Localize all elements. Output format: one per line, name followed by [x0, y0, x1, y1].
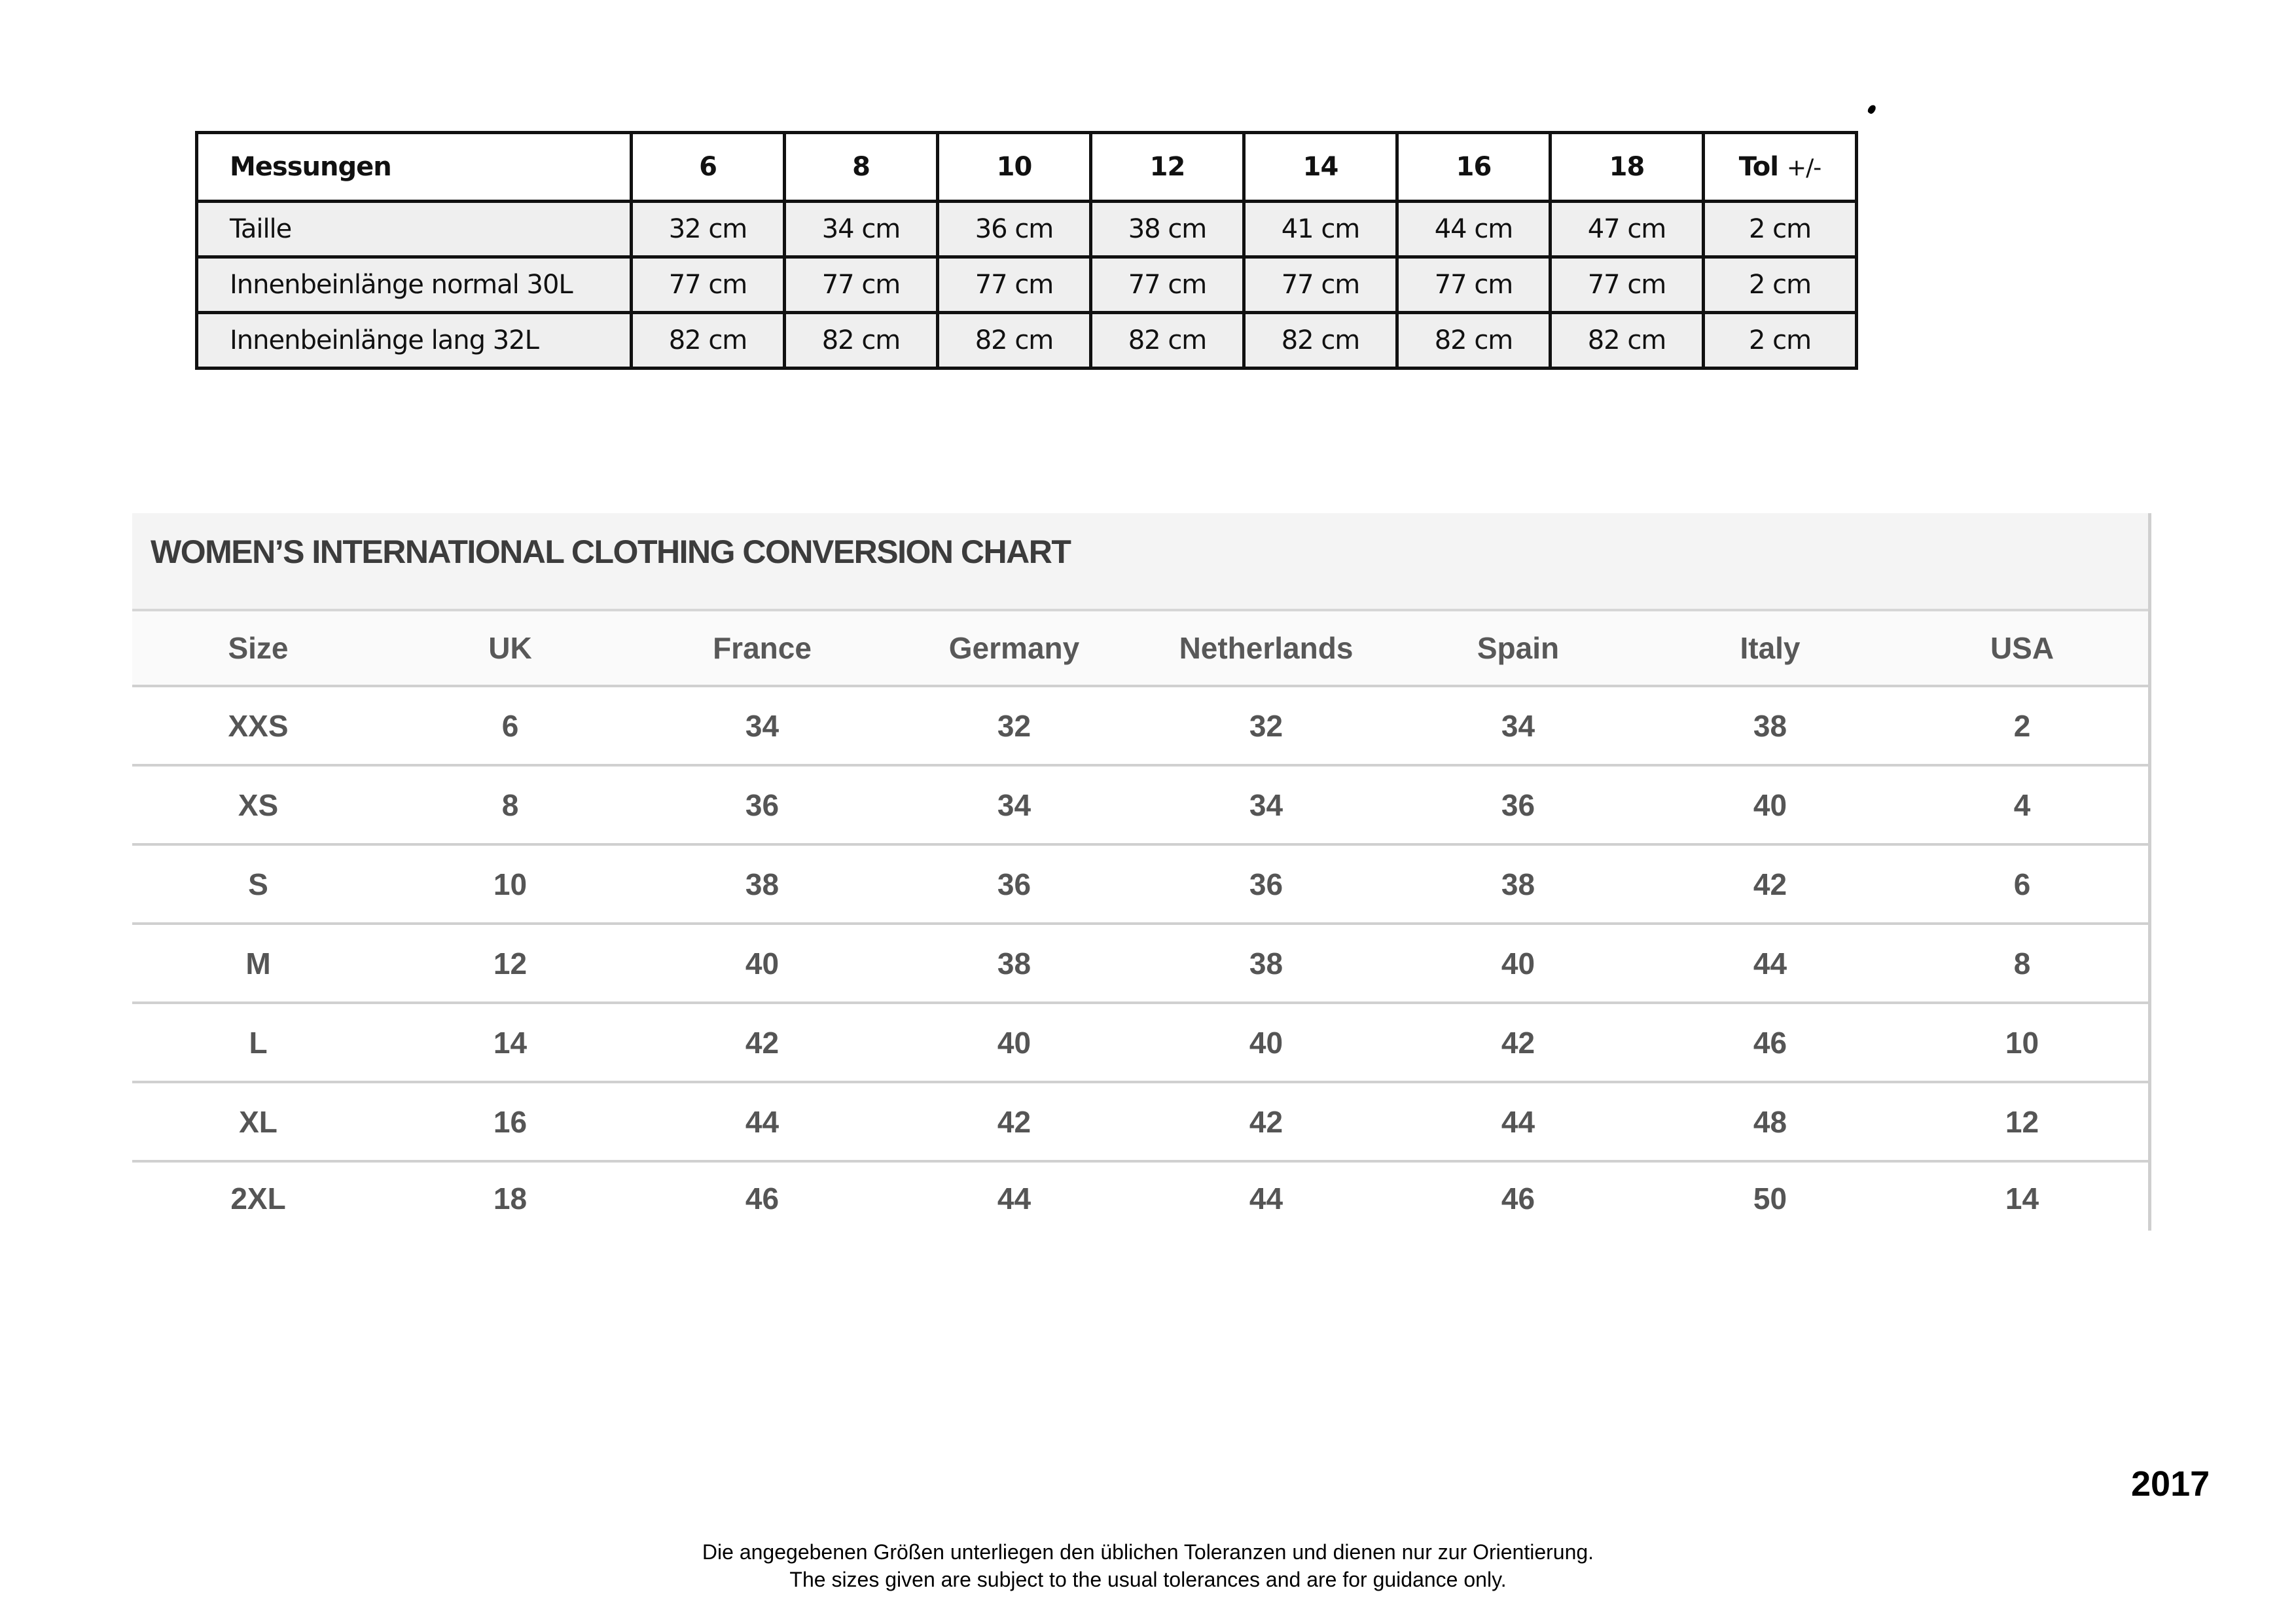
measurements-header-row [197, 133, 1857, 202]
table-cell: 82 cm [938, 313, 1091, 369]
table-cell: 46 [1501, 1182, 1535, 1216]
size-row [132, 1161, 2148, 1235]
table-cell: 82 cm [1397, 313, 1551, 369]
column-header: USA [1896, 611, 2148, 686]
year-label: 2017 [2131, 1464, 2210, 1504]
table-cell: 12 [384, 924, 636, 1003]
table-cell: 34 [888, 765, 1140, 844]
header-cell: 6 [632, 133, 785, 202]
column-header: Germany [888, 611, 1140, 686]
row-label-cell: XXS [132, 686, 384, 765]
row-label-cell: L [132, 1003, 384, 1082]
table-cell: 82 cm [785, 313, 938, 369]
table-cell: 40 [888, 1003, 1140, 1082]
table-cell: 12 [1896, 1082, 2148, 1161]
table-cell: 82 cm [1244, 313, 1397, 369]
table-cell: 40 [1140, 1003, 1392, 1082]
table-cell: 46 [745, 1182, 780, 1216]
footnote [0, 1538, 2296, 1593]
table-cell: 42 [888, 1082, 1140, 1161]
table-cell: 2 cm [1704, 257, 1857, 313]
table-cell: 2 [1896, 686, 2148, 765]
header-cell: 18 [1551, 133, 1704, 202]
table-cell: 82 cm [632, 313, 785, 369]
table-cell: 41 cm [1244, 202, 1397, 257]
table-cell: 8 [384, 765, 636, 844]
measurements-table [195, 131, 1858, 370]
column-header: Size [132, 611, 384, 686]
table-cell: 18 [493, 1182, 528, 1216]
table-cell: 14 [2005, 1182, 2039, 1216]
column-header: Netherlands [1140, 611, 1392, 686]
table-cell: 34 [636, 686, 888, 765]
conversion-header-row [132, 611, 2148, 686]
table-cell: 40 [636, 924, 888, 1003]
table-cell: 32 [1140, 686, 1392, 765]
column-header: Italy [1644, 611, 1896, 686]
table-cell: 34 cm [785, 202, 938, 257]
table-cell: 44 [997, 1182, 1031, 1216]
table-cell: 10 [384, 844, 636, 924]
table-cell: 4 [1896, 765, 2148, 844]
table-cell: 44 cm [1397, 202, 1551, 257]
table-cell: 38 cm [1091, 202, 1244, 257]
table-cell: 77 cm [938, 257, 1091, 313]
header-cell: 14 [1244, 133, 1397, 202]
conversion-chart-panel [132, 513, 2151, 1231]
conversion-chart-title: WOMEN’S INTERNATIONAL CLOTHING CONVERSION CHART [151, 533, 1071, 570]
size-row [132, 924, 2148, 1003]
table-cell: 36 [888, 844, 1140, 924]
table-cell: 36 cm [938, 202, 1091, 257]
header-cell: 10 [938, 133, 1091, 202]
header-cell: 12 [1091, 133, 1244, 202]
table-cell: 42 [1392, 1003, 1644, 1082]
table-cell: 38 [1644, 686, 1896, 765]
table-cell: 44 [1392, 1082, 1644, 1161]
tolerance-header-sub: +/- [1786, 154, 1821, 181]
table-cell: 32 cm [632, 202, 785, 257]
table-cell: 44 [1644, 924, 1896, 1003]
header-cell: 8 [785, 133, 938, 202]
table-cell: 2 cm [1704, 313, 1857, 369]
row-label-cell: Innenbeinlänge normal 30L [197, 257, 632, 313]
table-cell: 36 [636, 765, 888, 844]
size-row [132, 1082, 2148, 1161]
size-row [132, 686, 2148, 765]
table-cell: 16 [384, 1082, 636, 1161]
table-cell: 77 cm [785, 257, 938, 313]
table-cell: 50 [1753, 1182, 1787, 1216]
row-label-cell: S [132, 844, 384, 924]
table-cell: 8 [1896, 924, 2148, 1003]
table-cell: 14 [384, 1003, 636, 1082]
table-cell: 77 cm [1397, 257, 1551, 313]
table-cell: 32 [888, 686, 1140, 765]
table-cell: 36 [1392, 765, 1644, 844]
row-label-cell: Innenbeinlänge lang 32L [197, 313, 632, 369]
header-cell: Messungen [197, 133, 632, 202]
header-cell: 16 [1397, 133, 1551, 202]
footnote-german: Die angegebenen Größen unterliegen den üblichen Toleranzen und dienen nur zur Orientierung. [702, 1540, 1594, 1564]
measurement-row [197, 313, 1857, 369]
table-cell: 44 [636, 1082, 888, 1161]
table-cell: 47 cm [1551, 202, 1704, 257]
column-header: Spain [1392, 611, 1644, 686]
conversion-title-band [132, 513, 2148, 611]
table-cell: 34 [1392, 686, 1644, 765]
size-row [132, 844, 2148, 924]
measurement-row [197, 202, 1857, 257]
table-cell: 44 [1249, 1182, 1283, 1216]
table-cell: 6 [1896, 844, 2148, 924]
table-cell: 42 [636, 1003, 888, 1082]
row-label-cell: 2XL [230, 1182, 286, 1216]
table-cell: 36 [1140, 844, 1392, 924]
table-cell: 77 cm [1091, 257, 1244, 313]
table-cell: 38 [1392, 844, 1644, 924]
tolerance-header-main: Tol [1738, 152, 1778, 182]
row-label-cell: XL [132, 1082, 384, 1161]
table-cell: 77 cm [1551, 257, 1704, 313]
table-cell: 40 [1644, 765, 1896, 844]
stray-ink-mark [1867, 103, 1877, 115]
table-cell: 42 [1644, 844, 1896, 924]
conversion-table [132, 611, 2148, 1235]
table-cell: 82 cm [1091, 313, 1244, 369]
table-cell: 46 [1644, 1003, 1896, 1082]
table-cell: 38 [888, 924, 1140, 1003]
row-label-cell: Taille [197, 202, 632, 257]
table-cell: 10 [1896, 1003, 2148, 1082]
table-cell: 82 cm [1551, 313, 1704, 369]
table-cell: 40 [1392, 924, 1644, 1003]
table-cell: 42 [1140, 1082, 1392, 1161]
size-row [132, 1003, 2148, 1082]
table-cell: 38 [636, 844, 888, 924]
column-header: UK [384, 611, 636, 686]
table-cell: 2 cm [1704, 202, 1857, 257]
row-label-cell: M [132, 924, 384, 1003]
table-cell: 6 [384, 686, 636, 765]
table-cell: 38 [1140, 924, 1392, 1003]
tolerance-header [1704, 133, 1857, 202]
size-row [132, 765, 2148, 844]
column-header: France [636, 611, 888, 686]
table-cell: 77 cm [632, 257, 785, 313]
table-cell: 34 [1140, 765, 1392, 844]
footnote-english: The sizes given are subject to the usual tolerances and are for guidance only. [789, 1568, 1507, 1591]
measurement-row [197, 257, 1857, 313]
table-cell: 48 [1644, 1082, 1896, 1161]
row-label-cell: XS [132, 765, 384, 844]
table-cell: 77 cm [1244, 257, 1397, 313]
